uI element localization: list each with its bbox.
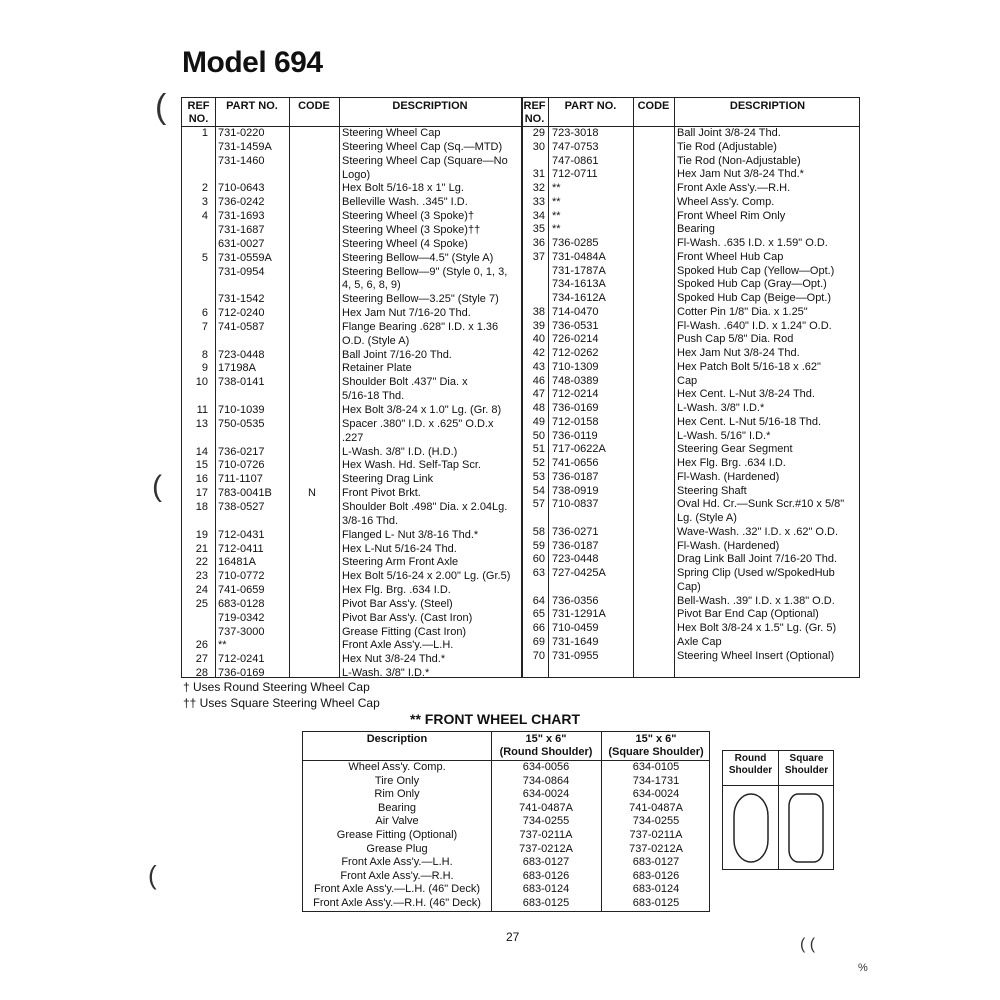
part-cell: 783-0041B	[218, 487, 272, 500]
ref-cell: 32	[532, 182, 545, 194]
part-cell: 723-3018	[552, 127, 599, 139]
ref-cell: 50	[532, 429, 545, 442]
description-cell: Front Axle Ass'y.—R.H.	[677, 182, 791, 194]
shoulder-diagram	[722, 750, 834, 870]
part-cell: 712-0262	[552, 347, 599, 359]
part-cell: 712-0214	[552, 388, 599, 401]
part-cell: 712-0711	[552, 168, 598, 181]
front-wheel-chart-title: ** FRONT WHEEL CHART	[410, 711, 581, 727]
front-wheel-chart	[302, 731, 710, 912]
part-cell: 712-0241	[218, 653, 265, 666]
ref-cell: 8	[201, 348, 208, 361]
description-cell: Wave-Wash. .32" I.D. x .62" O.D.	[677, 525, 839, 538]
description-cell: Steering Wheel Cap (Square—No	[342, 154, 508, 167]
ref-cell: 39	[532, 319, 545, 332]
part-cell: 736-0169	[218, 667, 265, 680]
ref-cell: 54	[532, 484, 545, 497]
description-cell: Spoked Hub Cap (Yellow—Opt.)	[677, 264, 835, 277]
description-cell: Front Axle Ass'y.—L.H.	[342, 639, 454, 652]
ref-cell: 11	[196, 404, 208, 416]
description-cell: Retainer Plate	[342, 362, 412, 375]
description-cell: Hex Jam Nut 3/8-24 Thd.*	[677, 168, 804, 181]
fw-square-cell: 683-0127	[632, 856, 680, 869]
description-cell: Ball Joint 7/16-20 Thd.	[342, 348, 452, 361]
ref-cell: 70	[532, 649, 545, 662]
part-cell: 631-0027	[218, 237, 265, 250]
code-header: CODE	[298, 100, 330, 112]
description-cell: Bell-Wash. .39" I.D. x 1.38" O.D.	[677, 594, 835, 607]
part-cell: 683-0128	[218, 597, 265, 610]
description-cell: L-Wash. 3/8" I.D.*	[342, 667, 430, 680]
fw-square-cell: 737-0212A	[629, 842, 683, 855]
ref-cell: 22	[195, 556, 208, 569]
description-cell: L-Wash. 5/16" I.D.*	[677, 429, 771, 442]
fw-round-cell: 683-0126	[522, 869, 570, 882]
part-cell: 737-3000	[218, 625, 265, 638]
description-cell: Hex Cent. L-Nut 3/8-24 Thd.	[677, 388, 815, 401]
fw-round-cell: 741-0487A	[519, 801, 573, 814]
description-cell: Spring Clip (Used w/SpokedHub	[677, 567, 835, 579]
ref-cell: 5	[201, 251, 208, 264]
ref-cell: 10	[195, 376, 208, 389]
fw-square-cell: 734-1731	[632, 774, 680, 787]
description-cell: Tie Rod (Adjustable)	[677, 140, 777, 153]
description-header: DESCRIPTION	[392, 100, 468, 112]
description-cell: Steering Gear Segment	[677, 443, 793, 456]
fw-description-cell: Bearing	[378, 801, 416, 814]
part-cell: 731-0955	[552, 649, 599, 662]
part-cell: 710-0837	[552, 498, 599, 511]
description-cell: 3/8-16 Thd.	[342, 514, 399, 527]
part-cell: 717-0622A	[552, 443, 606, 456]
part-cell: 734-1613A	[552, 278, 606, 291]
round-shoulder-label: Round Shoulder	[728, 753, 773, 776]
description-cell: Fl-Wash. (Hardened)	[677, 470, 780, 483]
ref-cell: 4	[201, 210, 208, 223]
ref-cell: 16	[195, 473, 208, 486]
description-cell: Steering Wheel Insert (Optional)	[677, 649, 835, 662]
part-cell: **	[552, 195, 561, 208]
part-cell: 719-0342	[218, 611, 265, 624]
description-cell: Ball Joint 3/8-24 Thd.	[677, 127, 781, 139]
description-cell: Fl-Wash. .640" I.D. x 1.24" O.D.	[677, 319, 832, 332]
part-cell: 731-1542	[218, 293, 265, 306]
fw-description-cell: Tire Only	[374, 774, 420, 787]
part-cell: 736-0119	[552, 429, 598, 442]
ref-cell: 18	[195, 500, 208, 513]
ref-cell: 2	[201, 182, 208, 195]
part-cell: 17198A	[218, 362, 256, 375]
description-cell: Hex Jam Nut 7/16-20 Thd.	[342, 307, 471, 320]
ref-cell: 13	[195, 417, 208, 430]
part-cell: 731-0220	[218, 127, 265, 139]
ref-cell: 1	[201, 127, 208, 139]
description-cell: Cotter Pin 1/8" Dia. x 1.25"	[677, 305, 808, 318]
fw-description-cell: Grease Plug	[366, 842, 428, 855]
fw-description-cell: Front Axle Ass'y.—L.H.	[341, 856, 453, 869]
ref-cell: 57	[532, 498, 545, 511]
ref-cell: 23	[195, 570, 208, 583]
part-cell: 726-0214	[552, 333, 599, 346]
description-cell: Wheel Ass'y. Comp.	[677, 195, 775, 208]
part-cell: 710-0772	[218, 570, 265, 583]
ref-cell: 6	[201, 307, 208, 320]
fw-square-cell: 734-0255	[632, 815, 680, 828]
description-cell: Steering Drag Link	[342, 473, 434, 486]
part-cell: 710-1039	[218, 404, 265, 416]
ref-cell: 26	[195, 639, 208, 652]
fw-description-cell: Grease Fitting (Optional)	[336, 829, 458, 841]
description-cell: Hex L-Nut 5/16-24 Thd.	[342, 542, 457, 555]
part-cell: 712-0240	[218, 307, 265, 320]
description-cell: Spoked Hub Cap (Gray—Opt.)	[677, 278, 827, 291]
description-cell: Hex Jam Nut 3/8-24 Thd.	[677, 347, 800, 359]
fw-round-cell: 683-0124	[522, 883, 570, 896]
description-cell: Steering Arm Front Axle	[342, 556, 459, 569]
part-cell: 731-1687	[218, 223, 265, 236]
description-cell: Pivot Bar Ass'y. (Cast Iron)	[342, 611, 473, 624]
part-cell: 731-0559A	[218, 251, 272, 264]
description-cell: Logo)	[342, 168, 371, 181]
square-shoulder-label: Square Shoulder	[784, 753, 829, 776]
part-header: PART NO.	[564, 100, 617, 112]
description-cell: 4, 5, 6, 8, 9)	[342, 279, 401, 292]
tire-profile-square	[786, 791, 826, 865]
description-cell: Steering Bellow—3.25" (Style 7)	[342, 293, 499, 306]
description-cell: Fl-Wash. .635 I.D. x 1.59" O.D.	[677, 237, 828, 249]
description-cell: Hex Flg. Brg. .634 I.D.	[342, 584, 451, 597]
ref-cell: 34	[532, 209, 545, 222]
part-cell: 710-0459	[552, 622, 599, 634]
ref-cell: 66	[532, 622, 545, 634]
description-cell: Bearing	[677, 223, 715, 236]
description-cell: Hex Bolt 3/8-24 x 1.0" Lg. (Gr. 8)	[342, 404, 502, 416]
part-cell: 731-0954	[218, 265, 265, 278]
ref-cell: 60	[532, 553, 545, 566]
description-cell: Steering Wheel (3 Spoke)††	[342, 223, 481, 236]
description-cell: Hex Nut 3/8-24 Thd.*	[342, 653, 446, 666]
description-cell: Steering Wheel (3 Spoke)†	[342, 210, 475, 223]
part-cell: 741-0659	[218, 584, 265, 597]
fw-square-cell: 683-0126	[632, 869, 680, 882]
ref-cell: 14	[195, 445, 208, 458]
part-cell: 712-0431	[218, 528, 265, 541]
part-cell: 736-0217	[218, 445, 265, 458]
parts-table	[181, 97, 860, 678]
description-cell: Spoked Hub Cap (Beige—Opt.)	[677, 292, 832, 304]
fw-description-cell: Front Axle Ass'y.—R.H. (46" Deck)	[313, 897, 481, 909]
ref-cell: 7	[201, 320, 208, 333]
part-cell: 738-0527	[218, 500, 265, 513]
description-cell: Tie Rod (Non-Adjustable)	[677, 154, 801, 167]
part-cell: **	[552, 182, 561, 194]
description-cell: Drag Link Ball Joint 7/16-20 Thd.	[677, 553, 837, 566]
ref-cell: 9	[201, 362, 208, 375]
part-cell: **	[552, 223, 561, 236]
ref-cell: 15	[195, 459, 208, 472]
description-cell: Fl-Wash. (Hardened)	[677, 539, 780, 552]
part-cell: 736-0187	[552, 470, 599, 483]
part-cell: 738-0141	[218, 376, 265, 389]
part-cell: 731-1693	[218, 210, 265, 223]
fw-round-cell: 734-0255	[522, 815, 570, 828]
description-cell: Front Wheel Rim Only	[677, 209, 786, 222]
part-cell: 714-0470	[552, 305, 599, 318]
ref-header: REF NO.	[523, 100, 546, 125]
ref-cell: 37	[532, 250, 545, 263]
fw-round-label: (Round Shoulder)	[499, 746, 593, 758]
description-cell: Front Wheel Hub Cap	[677, 250, 784, 263]
part-cell: **	[552, 209, 561, 222]
description-cell: Steering Wheel (4 Spoke)	[342, 237, 468, 250]
description-cell: Steering Shaft	[677, 484, 747, 497]
fw-square-cell: 741-0487A	[629, 801, 683, 814]
description-cell: Shoulder Bolt .498" Dia. x 2.04Lg.	[342, 500, 508, 513]
description-cell: Push Cap 5/8" Dia. Rod	[677, 333, 794, 346]
description-cell: Axle Cap	[677, 635, 722, 648]
description-cell: Steering Wheel Cap	[342, 127, 441, 139]
description-cell: Hex Cent. L-Nut 5/16-18 Thd.	[677, 415, 822, 428]
part-cell: 723-0448	[552, 553, 599, 566]
part-cell: 736-0285	[552, 237, 599, 249]
part-header: PART NO.	[226, 100, 278, 112]
corner-scribble: %	[858, 962, 868, 974]
fw-description-cell: Front Axle Ass'y.—L.H. (46" Deck)	[314, 883, 480, 896]
description-cell: Cap	[677, 374, 698, 387]
part-cell: 723-0448	[218, 348, 265, 361]
part-cell: 711-1107	[218, 473, 263, 486]
ref-cell: 43	[532, 360, 545, 373]
ref-cell: 46	[532, 374, 545, 387]
part-cell: 710-1309	[552, 360, 599, 373]
ref-cell: 31	[532, 168, 545, 181]
margin-mark: (	[152, 470, 162, 503]
description-cell: 5/16-18 Thd.	[342, 390, 405, 403]
ref-cell: 47	[532, 388, 545, 401]
tire-profile-round	[731, 791, 771, 865]
part-cell: 736-0271	[552, 525, 599, 538]
description-cell: Hex Patch Bolt 5/16-18 x .62"	[677, 360, 821, 373]
description-cell: L-Wash. 3/8" I.D.*	[677, 402, 765, 414]
ref-cell: 59	[532, 539, 545, 552]
part-cell: 731-1649	[552, 635, 599, 648]
part-cell: 736-0531	[552, 319, 599, 332]
footnote-round: † Uses Round Steering Wheel Cap	[183, 680, 370, 694]
fw-description-header: Description	[366, 733, 428, 745]
ref-cell: 24	[195, 584, 208, 597]
fw-description-cell: Wheel Ass'y. Comp.	[348, 761, 446, 773]
description-cell: Hex Bolt 3/8-24 x 1.5" Lg. (Gr. 5)	[677, 622, 837, 634]
fw-description-cell: Front Axle Ass'y.—R.H.	[340, 869, 454, 882]
code-header: CODE	[637, 100, 670, 112]
description-cell: Shoulder Bolt .437" Dia. x	[342, 376, 468, 389]
ref-cell: 53	[532, 470, 545, 483]
footnote-square: †† Uses Square Steering Wheel Cap	[183, 696, 380, 710]
description-header: DESCRIPTION	[729, 100, 806, 112]
ref-cell: 36	[532, 237, 545, 249]
part-cell: 734-1612A	[552, 292, 606, 304]
page-number: 27	[506, 930, 520, 944]
ref-header: REF NO.	[187, 100, 210, 125]
description-cell: Cap)	[677, 580, 701, 593]
description-cell: Hex Wash. Hd. Self-Tap Scr.	[342, 459, 481, 472]
fw-round-cell: 737-0212A	[519, 842, 573, 855]
fw-round-size: 15" x 6"	[525, 733, 567, 745]
ref-cell: 38	[532, 305, 545, 318]
ref-cell: 30	[532, 140, 545, 153]
part-cell: 727-0425A	[552, 567, 606, 579]
ref-cell: 27	[195, 653, 208, 666]
part-cell: 16481A	[218, 556, 256, 569]
fw-round-cell: 734-0864	[522, 774, 570, 787]
margin-mark: (	[155, 88, 167, 126]
ref-cell: 40	[532, 333, 545, 346]
page-title: Model 694	[182, 46, 323, 79]
description-cell: Hex Flg. Brg. .634 I.D.	[677, 457, 786, 469]
ref-cell: 63	[532, 567, 545, 579]
part-cell: 710-0726	[218, 459, 265, 472]
ref-cell: 17	[195, 487, 208, 500]
fw-description-cell: Air Valve	[375, 815, 419, 828]
part-cell: 712-0411	[218, 542, 264, 555]
description-cell: Flanged L- Nut 3/8-16 Thd.*	[342, 528, 479, 541]
description-cell: Spacer .380" I.D. x .625" O.D.x	[342, 417, 494, 430]
part-cell: 738-0919	[552, 484, 599, 497]
part-cell: 731-1460	[218, 154, 265, 167]
part-cell: 736-0242	[218, 196, 265, 209]
fw-round-cell: 737-0211A	[519, 829, 573, 841]
description-cell: L-Wash. 3/8" I.D. (H.D.)	[342, 445, 458, 458]
ref-cell: 29	[532, 127, 545, 139]
part-cell: 731-1459A	[218, 140, 272, 153]
description-cell: O.D. (Style A)	[342, 334, 410, 347]
ref-cell: 69	[532, 635, 545, 648]
ref-cell: 48	[532, 402, 545, 414]
fw-square-cell: 634-0024	[632, 788, 680, 801]
ref-cell: 65	[532, 608, 545, 621]
part-cell: 710-0643	[218, 182, 265, 195]
ref-cell: 58	[532, 525, 545, 538]
part-cell: 731-0484A	[552, 250, 606, 263]
description-cell: Front Pivot Brkt.	[342, 487, 421, 500]
description-cell: Flange Bearing .628" I.D. x 1.36	[342, 320, 499, 333]
part-cell: 731-1291A	[552, 608, 606, 621]
description-cell: Oval Hd. Cr.—Sunk Scr.#10 x 5/8"	[677, 498, 845, 511]
part-cell: 747-0753	[552, 140, 599, 153]
fw-round-cell: 634-0024	[522, 788, 570, 801]
description-cell: Steering Bellow—9" (Style 0, 1, 3,	[342, 265, 508, 278]
fw-square-cell: 683-0124	[632, 883, 680, 896]
fw-round-cell: 634-0056	[522, 761, 570, 773]
part-cell: 748-0389	[552, 374, 599, 387]
part-cell: 736-0187	[552, 539, 599, 552]
description-cell: Lg. (Style A)	[677, 512, 737, 524]
part-cell: 731-1787A	[552, 264, 606, 277]
description-cell: Steering Wheel Cap (Sq.—MTD)	[342, 140, 503, 153]
ref-cell: 33	[532, 195, 545, 208]
ref-cell: 25	[195, 597, 208, 610]
part-cell: 736-0356	[552, 594, 599, 607]
ref-cell: 21	[195, 542, 208, 555]
ref-cell: 28	[195, 667, 208, 680]
description-cell: Pivot Bar Ass'y. (Steel)	[342, 597, 453, 610]
part-cell: 741-0656	[552, 457, 599, 469]
ref-cell: 19	[195, 528, 208, 541]
fw-description-cell: Rim Only	[374, 788, 420, 801]
description-cell: Steering Bellow—4.5" (Style A)	[342, 251, 494, 264]
ref-cell: 3	[201, 196, 208, 209]
part-cell: **	[218, 639, 227, 652]
code-cell: N	[308, 487, 316, 500]
ref-cell: 35	[532, 223, 545, 236]
description-cell: Hex Bolt 5/16-24 x 2.00" Lg. (Gr.5)	[342, 570, 511, 583]
description-cell: Grease Fitting (Cast Iron)	[342, 625, 467, 638]
fw-square-cell: 634-0105	[632, 761, 680, 773]
part-cell: 750-0535	[218, 417, 265, 430]
corner-scribble: ( (	[800, 936, 816, 953]
description-cell: .227	[342, 431, 364, 444]
description-cell: Belleville Wash. .345" I.D.	[342, 196, 468, 209]
part-cell: 747-0861	[552, 154, 599, 167]
fw-square-label: (Square Shoulder)	[608, 746, 704, 758]
ref-cell: 64	[532, 594, 545, 607]
description-cell: Pivot Bar End Cap (Optional)	[677, 608, 819, 621]
description-cell: Hex Bolt 5/16-18 x 1" Lg.	[342, 182, 464, 195]
fw-square-cell: 737-0211A	[629, 829, 683, 841]
ref-cell: 42	[532, 347, 545, 359]
part-cell: 736-0169	[552, 402, 599, 414]
part-cell: 741-0587	[218, 320, 265, 333]
fw-square-size: 15" x 6"	[635, 733, 677, 745]
margin-mark: (	[148, 860, 157, 890]
fw-round-cell: 683-0127	[522, 856, 570, 869]
part-cell: 712-0158	[552, 415, 599, 428]
ref-cell: 51	[532, 443, 545, 456]
fw-round-cell: 683-0125	[522, 897, 570, 909]
ref-cell: 49	[532, 415, 545, 428]
ref-cell: 52	[532, 457, 545, 469]
fw-square-cell: 683-0125	[632, 897, 680, 909]
